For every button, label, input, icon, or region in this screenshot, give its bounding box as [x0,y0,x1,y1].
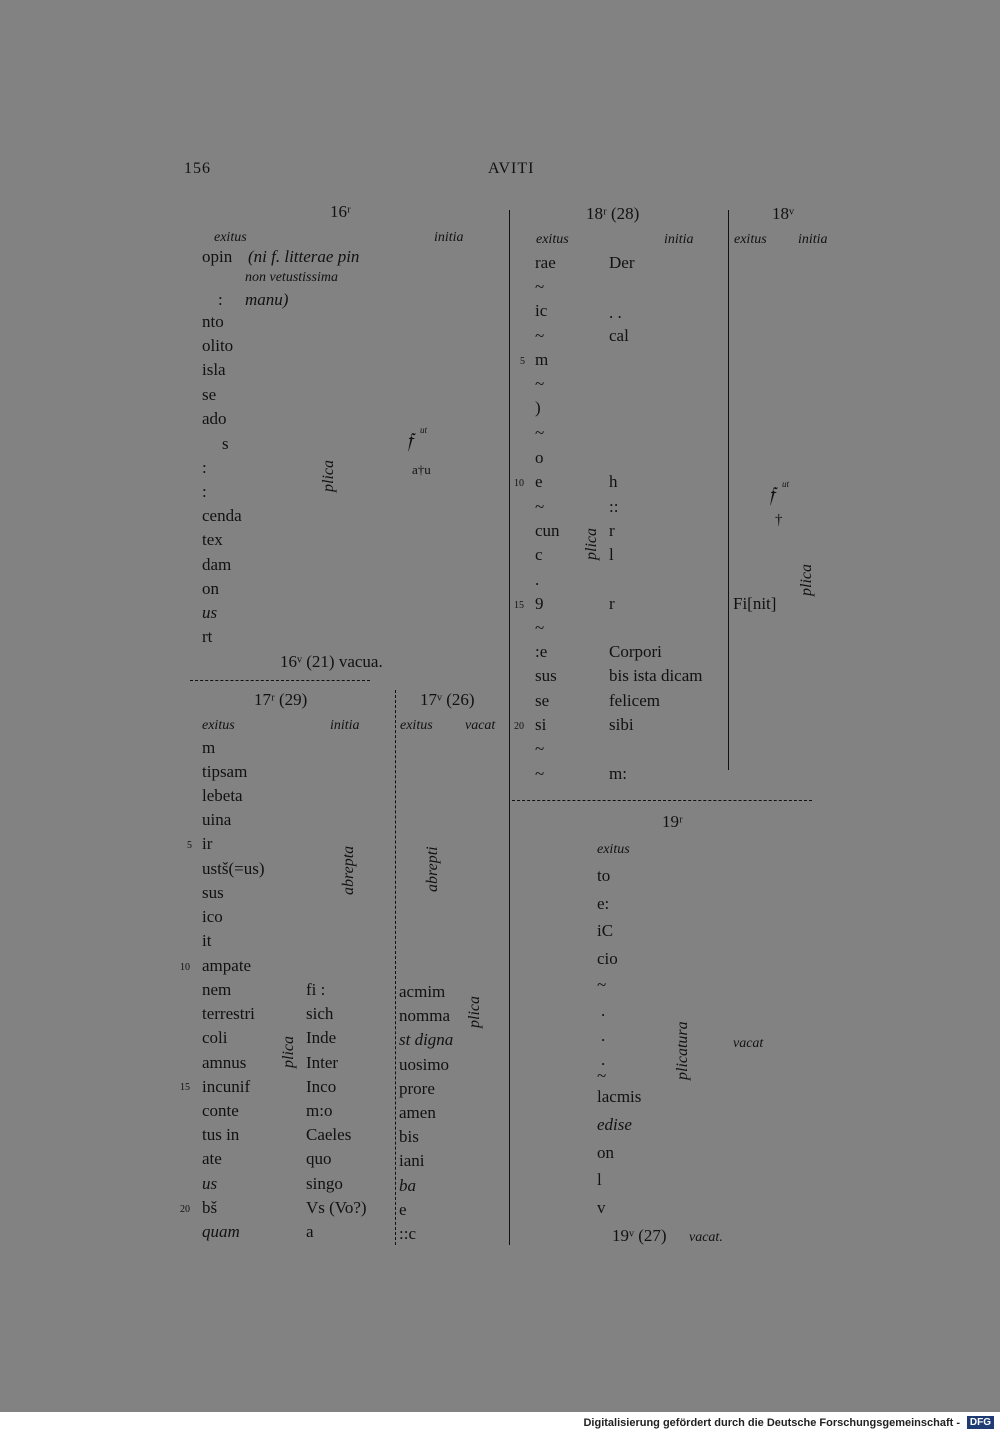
line-17r: ampate [202,956,252,975]
line-17r: tipsam [202,762,248,781]
line-17v: acmim [399,982,446,1001]
line-17v: bis [399,1127,419,1146]
line-16r: : [202,458,207,477]
exitus-18r: se [535,691,550,710]
exitus-18r: m [535,350,549,369]
divider-17r-17v [395,690,396,1245]
footer-19v-num: 19ᵛ (27) [612,1226,667,1245]
exitus-18r: e [535,472,543,491]
line-19r: iC [597,921,614,940]
exitus-18r: :e [535,642,548,661]
line-16r: s [222,434,229,453]
line-19r: edise [597,1115,632,1134]
exitus-18r: ic [535,301,548,320]
heading-18r: 18ʳ (28) [586,204,640,223]
note-16r-3: non vetustissima [245,270,338,285]
finit-18v: Fi[nit] [733,594,777,613]
line-17v: uosimo [399,1055,450,1074]
line-17v: amen [399,1103,436,1122]
exitus-18r: ~ [535,277,545,296]
line-19r: e: [597,894,610,913]
initia-18r: felicem [609,691,660,710]
exitus-18r: cun [535,521,560,540]
line-17r: ustš(=us) [202,859,265,878]
heading-18v: 18ᵛ [772,204,794,223]
exitus-18r: sus [535,666,557,685]
exitus-18r: ~ [535,618,545,637]
line-16r: on [202,579,219,598]
line-19r: ~ [597,1066,607,1085]
separator-18-19 [512,800,812,801]
initia-18r: bis ista dicam [609,666,703,685]
line-17r: terrestri [202,1004,255,1023]
fin-mark-16r: 𝔣 [406,428,413,453]
exitus-18r: rae [535,253,556,272]
line-17r: incunif [202,1077,251,1096]
initia-18r: r [609,594,615,613]
line-17v: ::c [399,1224,416,1243]
main-divider [509,210,510,1245]
initia-17r: fi : [306,980,326,999]
line-19r: v [597,1198,606,1217]
label-exitus-16r: exitus [214,230,247,245]
digitization-footer [0,1412,1000,1434]
line-19r: . [601,1001,606,1020]
line-number: 5 [187,840,192,851]
initia-18r: Corpori [609,642,662,661]
line-number: 10 [514,478,524,489]
label-initia-16r: initia [434,230,464,245]
line-19r: l [597,1170,602,1189]
exitus-18r: 9 [535,594,544,613]
initia-17r: m:o [306,1101,333,1120]
label-exitus-17v: exitus [400,718,433,733]
line-number: 10 [180,962,190,973]
footer-16v: 16ᵛ (21) vacua. [280,652,383,671]
initia-18r: cal [609,326,629,345]
label-initia-18v: initia [798,232,828,247]
initia-17r: singo [306,1174,343,1193]
plica-label-17r: plica [280,1036,297,1068]
line-17r: uina [202,810,232,829]
plica-label-18r: plica [583,528,600,560]
line-number: 15 [180,1082,190,1093]
label-exitus-17r: exitus [202,718,235,733]
line-17r: it [202,931,212,950]
cross-mark-16r: a†u [412,462,431,477]
line-17r: ir [202,834,213,853]
line-19r: ~ [597,975,607,994]
note-16r-2: (ni f. litterae pin [248,247,360,266]
line-19r: . [601,1050,606,1069]
line-17v: ba [399,1176,416,1195]
initia-17r: Caeles [306,1125,352,1144]
line-17r: lebeta [202,786,243,805]
line-17v: e [399,1200,407,1219]
plicatura-label-19r: plicatura [674,1021,691,1080]
initia-18r: l [609,545,614,564]
line-17r: us [202,1174,218,1193]
line-17r: conte [202,1101,239,1120]
line-17v: iani [399,1151,425,1170]
cross-mark-18v: † [775,512,783,528]
initia-17r: Vs (Vo?) [306,1198,367,1217]
exitus-18r: ) [535,398,541,417]
line-19r: on [597,1143,614,1162]
line-number: 20 [514,721,524,732]
line-17r: ate [202,1149,222,1168]
label-initia-17r: initia [330,718,360,733]
dfg-logo: DFG [967,1416,994,1429]
line-16r: se [202,385,217,404]
line-16r: dam [202,555,232,574]
line-17v: st digna [399,1030,454,1049]
line-16r: nto [202,312,224,331]
fin-sub-16r: ut [420,425,428,435]
exitus-18r: si [535,715,547,734]
initia-17r: a [306,1222,314,1241]
label-exitus-18v: exitus [734,232,767,247]
line-16r: : [202,482,207,501]
plica-label-17v: plica [466,996,483,1028]
exitus-18r: . [535,570,540,589]
plica-label-18v: plica [798,564,815,596]
initia-17r: Inde [306,1028,337,1047]
divider-18r-18v [728,210,729,770]
line-19r: . [601,1026,606,1045]
exitus-18r: ~ [535,423,545,442]
initia-18r: sibi [609,715,634,734]
line-16r: olito [202,336,234,355]
note-16r-4: : [218,290,223,309]
exitus-18r: o [535,448,544,467]
abrepta-label-17r: abrepta [340,845,357,895]
exitus-18r: ~ [535,739,545,758]
line-17r: amnus [202,1053,247,1072]
fin-mark-18v: 𝔣 [768,482,775,507]
label-exitus-19r: exitus [597,842,630,857]
initia-18r: m: [609,764,627,783]
line-17r: nem [202,980,232,999]
line-17r: quam [202,1222,240,1241]
note-16r-5: manu) [245,290,289,309]
exitus-18r: ~ [535,326,545,345]
line-number: 5 [520,356,525,367]
exitus-18r: ~ [535,764,545,783]
initia-17r: Inco [306,1077,337,1096]
initia-18r: . . [609,303,622,322]
vacat-19r: vacat [733,1036,764,1051]
line-17v: nomma [399,1006,450,1025]
line-19r: cio [597,949,618,968]
plica-label-16r: plica [320,460,337,492]
line-number: 15 [514,600,524,611]
footer-credit: Digitalisierung gefördert durch die Deutsche Forschungsgemeinschaft - [583,1417,960,1429]
note-16r-1: opin [202,247,233,266]
line-17r: ico [202,907,223,926]
heading-17v: 17ᵛ (26) [420,690,475,709]
heading-16r: 16ʳ [330,202,351,221]
separator-16-17 [190,680,370,681]
line-16r: us [202,603,218,622]
line-17v: prore [399,1079,435,1098]
abrepti-label-17v: abrepti [424,846,441,892]
heading-19r: 19ʳ [662,812,683,831]
line-17r: m [202,738,216,757]
heading-17r: 17ʳ (29) [254,690,308,709]
initia-17r: sich [306,1004,334,1023]
initia-17r: quo [306,1149,332,1168]
label-exitus-18r: exitus [536,232,569,247]
exitus-18r: c [535,545,543,564]
exitus-18r: ~ [535,374,545,393]
label-vacat-17v: vacat [465,718,496,733]
running-title: AVITI [488,160,535,177]
line-number: 20 [180,1204,190,1215]
label-initia-18r: initia [664,232,694,247]
line-19r: to [597,866,611,885]
line-17r: tus in [202,1125,240,1144]
line-16r: ado [202,409,227,428]
line-19r: lacmis [597,1087,642,1106]
line-17r: sus [202,883,224,902]
initia-18r: Der [609,253,635,272]
footer-19v-vacat: vacat. [689,1230,723,1245]
initia-18r: :: [609,497,619,516]
line-17r: bš [202,1198,218,1217]
fin-sub-18v: ut [782,479,790,489]
initia-18r: h [609,472,618,491]
line-17r: coli [202,1028,228,1047]
line-16r: cenda [202,506,242,525]
line-16r: isla [202,360,226,379]
page-number: 156 [184,160,211,177]
initia-17r: Inter [306,1053,339,1072]
line-16r: rt [202,627,213,646]
exitus-18r: ~ [535,497,545,516]
initia-18r: r [609,521,615,540]
line-16r: tex [202,530,223,549]
